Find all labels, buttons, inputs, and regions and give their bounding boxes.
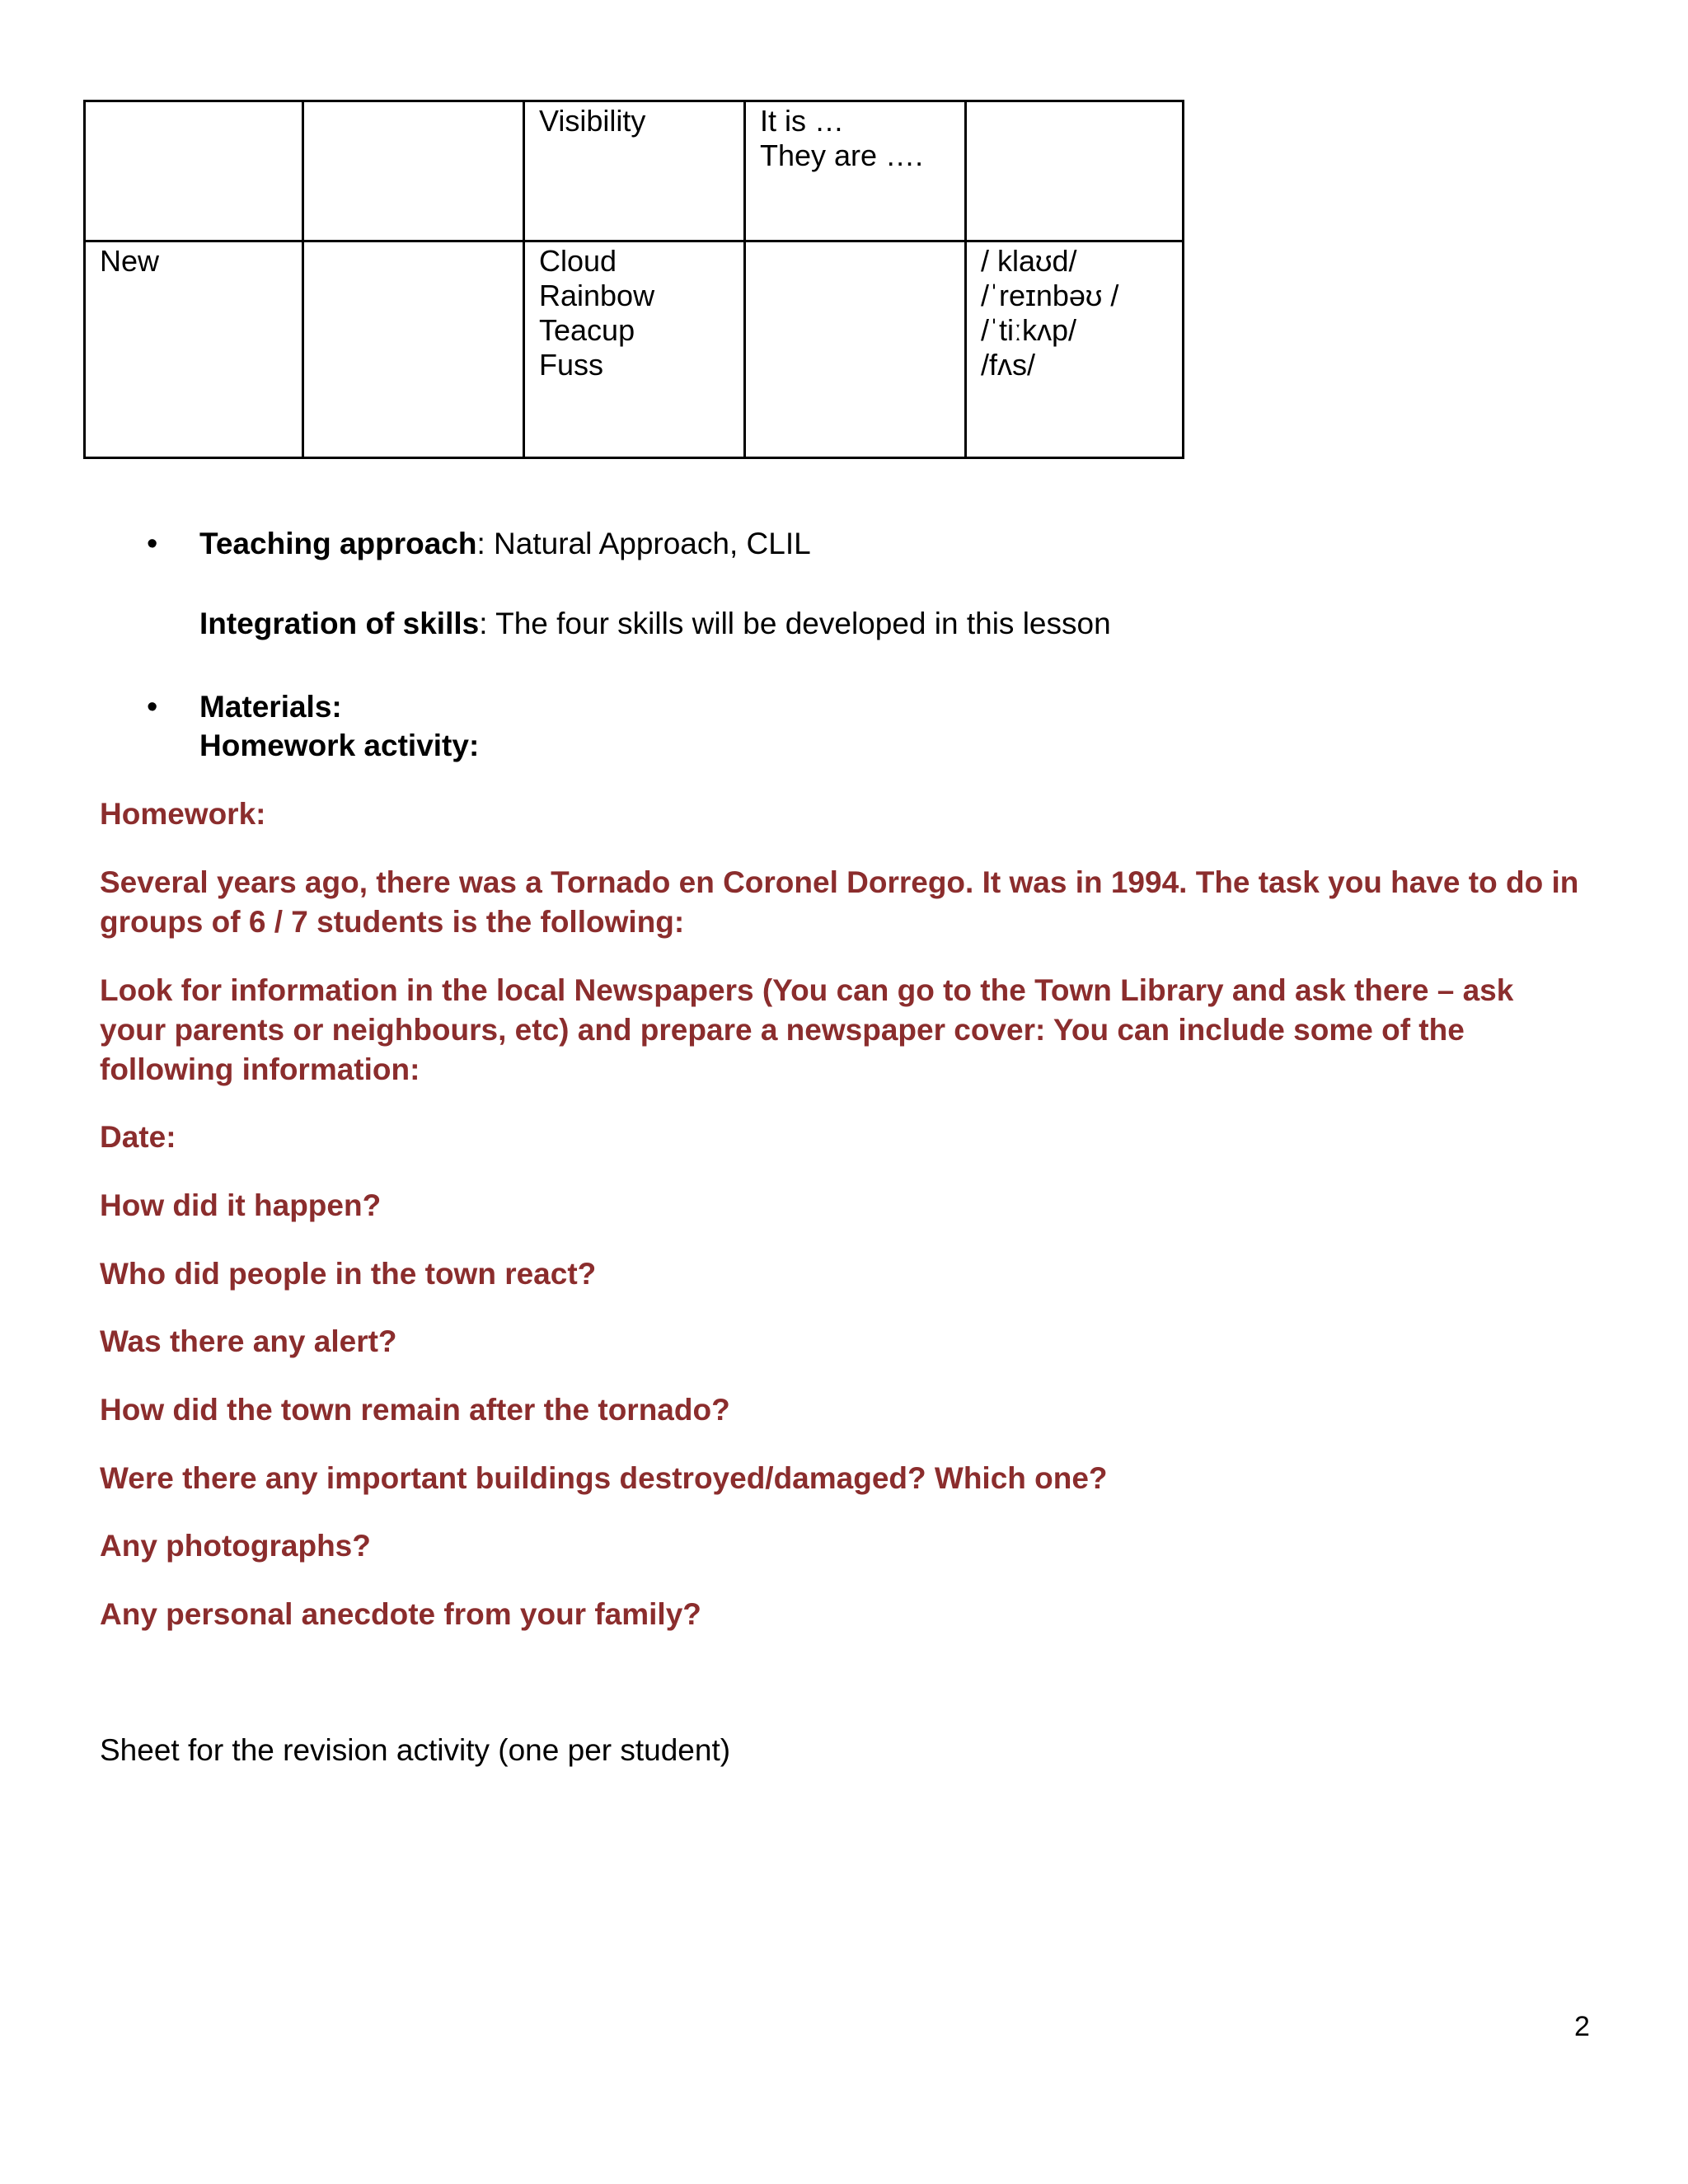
teaching-approach-label: Teaching approach <box>199 527 477 560</box>
table-cell: / klaʊd/ /ˈreɪnbəʊ / /ˈtiːkʌp/ /fʌs/ <box>966 241 1184 458</box>
bullet-icon: • <box>147 527 158 561</box>
question-item: Any personal anecdote from your family? <box>100 1597 701 1631</box>
integration-line <box>199 604 1111 644</box>
bullet-icon: • <box>147 690 158 724</box>
table-row <box>85 101 1184 241</box>
materials-label: Materials: <box>199 690 342 724</box>
table-cell <box>85 101 303 241</box>
question-item: Date: <box>100 1120 176 1154</box>
page-number: 2 <box>1574 2011 1590 2042</box>
table-cell <box>745 241 966 458</box>
question-item: How did it happen? <box>100 1188 382 1222</box>
vocabulary-table <box>83 100 1184 459</box>
table-cell: It is … They are …. <box>745 101 966 241</box>
homework-activity-label: Homework activity: <box>199 729 480 762</box>
table-cell: Visibility <box>524 101 745 241</box>
integration-label: Integration of skills <box>199 607 480 640</box>
teaching-approach-line <box>199 524 811 564</box>
table-cell <box>303 241 524 458</box>
teaching-approach-value: : Natural Approach, CLIL <box>476 527 811 560</box>
materials-line <box>199 687 342 727</box>
homework-paragraph: Look for information in the local Newspapers (You can go to the Town Library and ask there – ask your parents or neighbours, etc) and prepare a newspaper cover: You can include some of the following information: <box>100 973 1514 1086</box>
homework-heading: Homework: <box>100 797 266 831</box>
table-cell: New <box>85 241 303 458</box>
table-cell <box>966 101 1184 241</box>
homework-activity-line <box>199 726 479 766</box>
question-item: Any photographs? <box>100 1529 371 1563</box>
question-item: Were there any important buildings destroyed/damaged? Which one? <box>100 1461 1108 1495</box>
question-item: Who did people in the town react? <box>100 1257 597 1291</box>
question-item: How did the town remain after the tornado? <box>100 1393 730 1427</box>
table-cell: Cloud Rainbow Teacup Fuss <box>524 241 745 458</box>
homework-paragraph: Several years ago, there was a Tornado en Coronel Dorrego. It was in 1994. The task you have to do in groups of 6 / 7 students is the following: <box>100 865 1579 939</box>
table-cell <box>303 101 524 241</box>
integration-value: : The four skills will be developed in this lesson <box>479 607 1111 640</box>
sheet-note: Sheet for the revision activity (one per student) <box>100 1733 731 1767</box>
question-item: Was there any alert? <box>100 1324 397 1358</box>
table-row <box>85 241 1184 458</box>
